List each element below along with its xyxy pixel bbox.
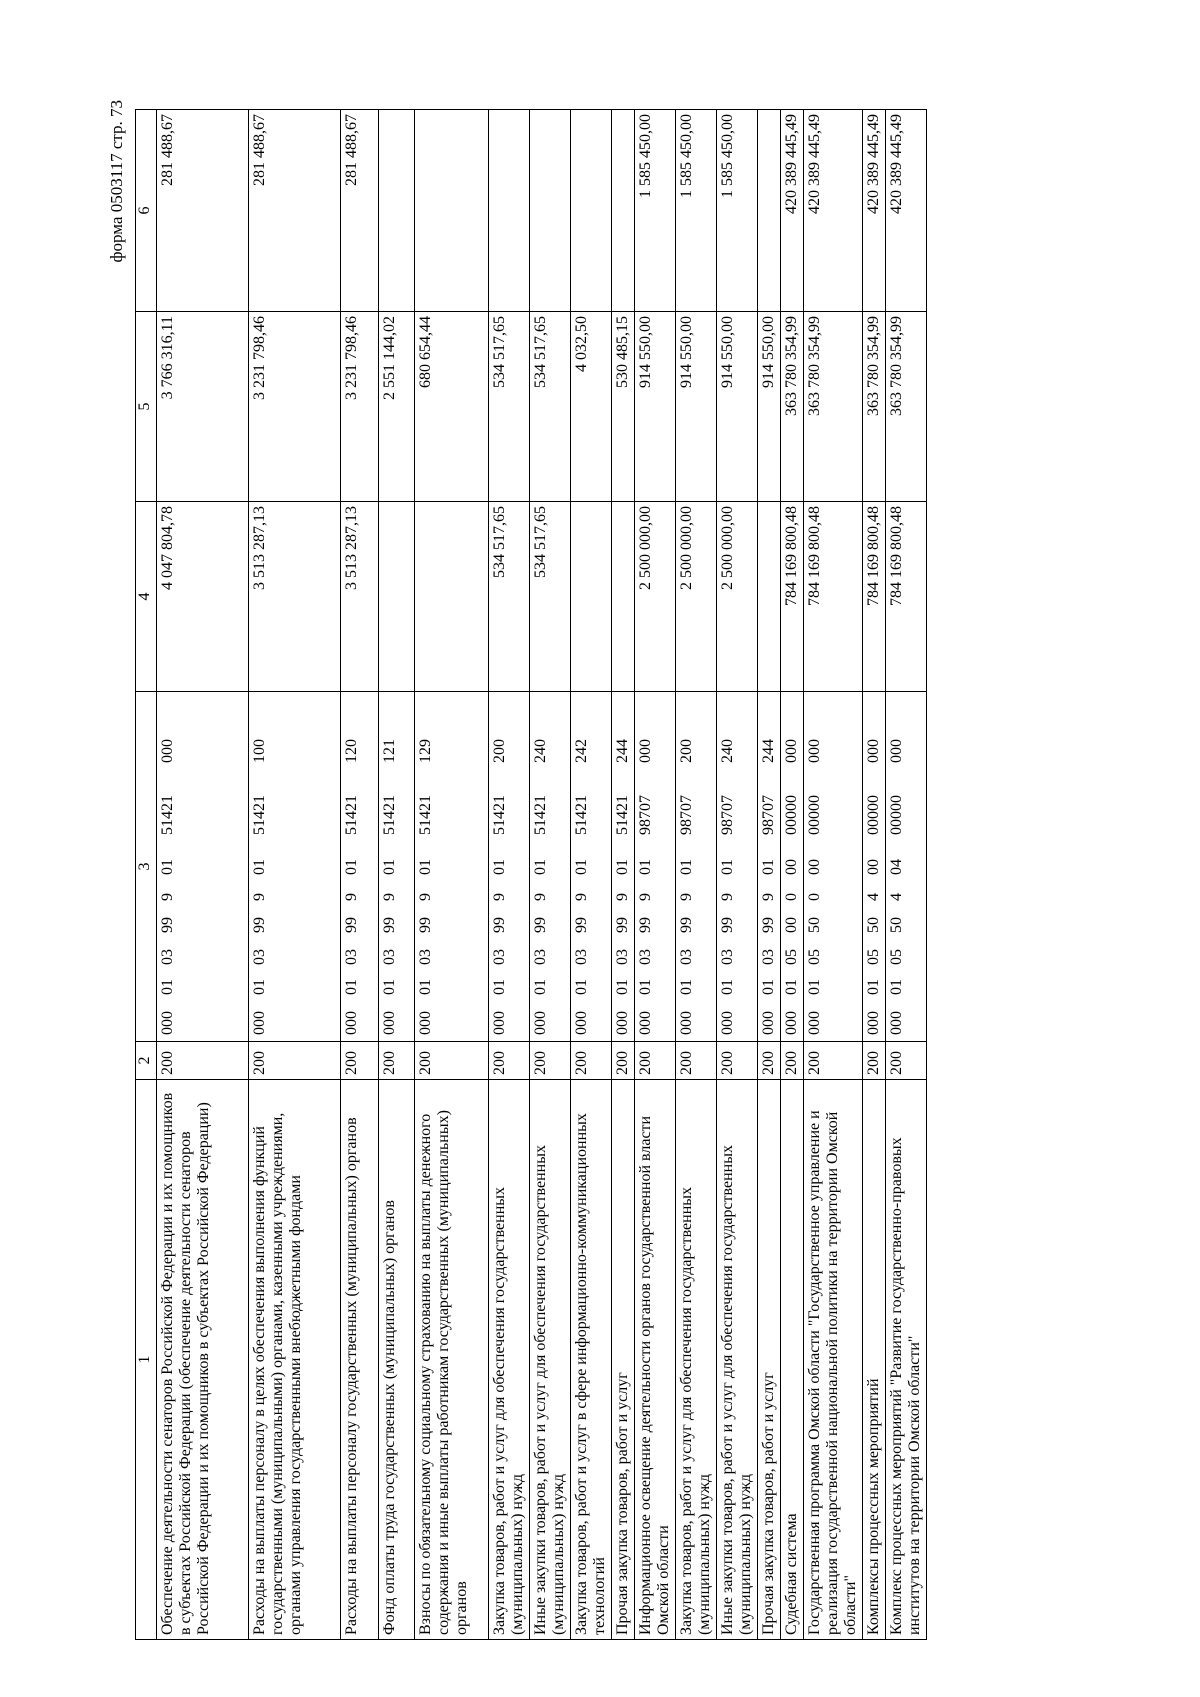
row-approved: 2 500 000,00 <box>676 502 717 692</box>
row-unexecuted: 281 488,67 <box>249 110 341 312</box>
row-name: Закупка товаров, работ и услуг для обеспечения государственных (муниципальных) нужд <box>489 1080 530 1640</box>
table-row <box>489 110 530 1640</box>
code-part: 98707 <box>678 795 695 835</box>
header-cell: 2 <box>136 1042 157 1080</box>
code-part: 99 <box>343 917 360 933</box>
code-part: 99 <box>637 917 654 933</box>
code-part: 000 <box>783 1011 800 1035</box>
code-part: 01 <box>491 979 508 995</box>
table-row <box>612 110 635 1640</box>
code-part: 05 <box>888 949 905 965</box>
row-name: Комплексы процессных мероприятий <box>863 1080 886 1640</box>
row-unexecuted <box>379 110 415 312</box>
row-approved: 534 517,65 <box>530 502 571 692</box>
code-part: 9 <box>719 893 736 901</box>
row-name: Иные закупки товаров, работ и услуг для обеспечения государственных (муниципальных) нужд <box>717 1080 758 1640</box>
table-row <box>341 110 379 1640</box>
code-part: 0 <box>783 893 800 901</box>
form-reference: форма 0503117 стр. 73 <box>107 100 126 263</box>
code-part: 000 <box>573 1011 590 1035</box>
row-unexecuted: 281 488,67 <box>157 110 249 312</box>
code-part: 01 <box>532 859 549 875</box>
code-part: 51421 <box>532 795 549 835</box>
code-part: 01 <box>343 859 360 875</box>
code-part: 000 <box>417 1011 434 1035</box>
row-budget-code <box>635 692 676 1042</box>
code-part: 000 <box>381 1011 398 1035</box>
row-line-code: 200 <box>676 1042 717 1080</box>
table-row <box>415 110 489 1640</box>
header-cell: 3 <box>136 692 157 1042</box>
code-part: 200 <box>678 739 695 763</box>
code-part: 000 <box>865 1011 882 1035</box>
table-row <box>781 110 804 1640</box>
table-row <box>157 110 249 1640</box>
table-row <box>635 110 676 1640</box>
code-part: 99 <box>491 917 508 933</box>
code-part: 99 <box>719 917 736 933</box>
code-part: 9 <box>417 893 434 901</box>
code-part: 01 <box>760 859 777 875</box>
code-part: 000 <box>637 739 654 763</box>
code-part: 9 <box>343 893 360 901</box>
header-cell: 1 <box>136 1080 157 1640</box>
row-name: Фонд оплаты труда государственных (муниципальных) органов <box>379 1080 415 1640</box>
code-part: 03 <box>251 949 268 965</box>
row-line-code: 200 <box>157 1042 249 1080</box>
row-line-code: 200 <box>249 1042 341 1080</box>
row-unexecuted: 281 488,67 <box>341 110 379 312</box>
row-line-code: 200 <box>635 1042 676 1080</box>
row-executed: 914 550,00 <box>717 312 758 502</box>
code-part: 03 <box>532 949 549 965</box>
row-approved: 2 500 000,00 <box>717 502 758 692</box>
row-name: Прочая закупка товаров, работ и услуг <box>758 1080 781 1640</box>
table-row <box>804 110 863 1640</box>
code-part: 01 <box>719 979 736 995</box>
code-part: 100 <box>251 739 268 763</box>
row-approved <box>379 502 415 692</box>
code-part: 51421 <box>614 795 631 835</box>
code-part: 01 <box>417 859 434 875</box>
code-part: 03 <box>343 949 360 965</box>
row-executed: 3 231 798,46 <box>249 312 341 502</box>
header-cell: 6 <box>136 110 157 312</box>
code-part: 000 <box>888 1011 905 1035</box>
code-part: 01 <box>637 979 654 995</box>
code-part: 01 <box>678 859 695 875</box>
row-executed: 914 550,00 <box>758 312 781 502</box>
code-part: 05 <box>806 949 823 965</box>
row-name: Информационное освещение деятельности органов государственной власти Омской области <box>635 1080 676 1640</box>
table-row <box>758 110 781 1640</box>
row-line-code: 200 <box>415 1042 489 1080</box>
row-unexecuted <box>489 110 530 312</box>
row-approved: 4 047 804,78 <box>157 502 249 692</box>
code-part: 01 <box>343 979 360 995</box>
code-part: 01 <box>614 859 631 875</box>
code-part: 129 <box>417 739 434 763</box>
code-part: 120 <box>343 739 360 763</box>
row-unexecuted: 420 389 445,49 <box>886 110 927 312</box>
table-row <box>530 110 571 1640</box>
row-unexecuted: 1 585 450,00 <box>635 110 676 312</box>
table-row <box>249 110 341 1640</box>
code-part: 9 <box>573 893 590 901</box>
row-approved: 784 169 800,48 <box>781 502 804 692</box>
row-line-code: 200 <box>863 1042 886 1080</box>
code-part: 03 <box>417 949 434 965</box>
code-part: 9 <box>678 893 695 901</box>
code-part: 01 <box>417 979 434 995</box>
code-part: 50 <box>888 917 905 933</box>
code-part: 50 <box>806 917 823 933</box>
code-part: 000 <box>760 1011 777 1035</box>
code-part: 9 <box>532 893 549 901</box>
code-part: 000 <box>159 1011 176 1035</box>
code-part: 51421 <box>159 795 176 835</box>
row-executed: 363 780 354,99 <box>863 312 886 502</box>
code-part: 01 <box>783 979 800 995</box>
code-part: 000 <box>614 1011 631 1035</box>
table-row <box>886 110 927 1640</box>
code-part: 00000 <box>783 795 800 835</box>
row-executed: 363 780 354,99 <box>886 312 927 502</box>
row-approved <box>415 502 489 692</box>
row-unexecuted <box>758 110 781 312</box>
code-part: 9 <box>381 893 398 901</box>
row-budget-code <box>379 692 415 1042</box>
row-budget-code <box>341 692 379 1042</box>
code-part: 000 <box>159 739 176 763</box>
code-part: 03 <box>573 949 590 965</box>
code-part: 51421 <box>573 795 590 835</box>
row-name: Государственная программа Омской области "Государственное управление и реализация государственной национальной политики на территории Омской области" <box>804 1080 863 1640</box>
row-budget-code <box>530 692 571 1042</box>
code-part: 000 <box>783 739 800 763</box>
row-unexecuted <box>571 110 612 312</box>
row-unexecuted: 420 389 445,49 <box>804 110 863 312</box>
code-part: 01 <box>381 979 398 995</box>
code-part: 000 <box>888 739 905 763</box>
code-part: 9 <box>614 893 631 901</box>
row-budget-code <box>886 692 927 1042</box>
row-name: Обеспечение деятельности сенаторов Российской Федерации и их помощников в субъектах Российской Федерации (обеспечение деятельности сенаторов Российской Федерации и их помощников в субъектах Российской Федерации) <box>157 1080 249 1640</box>
code-part: 9 <box>251 893 268 901</box>
row-name: Иные закупки товаров, работ и услуг для обеспечения государственных (муниципальных) нужд <box>530 1080 571 1640</box>
row-line-code: 200 <box>530 1042 571 1080</box>
row-executed: 680 654,44 <box>415 312 489 502</box>
code-part: 01 <box>381 859 398 875</box>
code-part: 03 <box>381 949 398 965</box>
row-unexecuted <box>612 110 635 312</box>
code-part: 240 <box>719 739 736 763</box>
row-name: Закупка товаров, работ и услуг для обеспечения государственных (муниципальных) нужд <box>676 1080 717 1640</box>
table-row <box>717 110 758 1640</box>
code-part: 99 <box>614 917 631 933</box>
row-unexecuted: 420 389 445,49 <box>863 110 886 312</box>
code-part: 51421 <box>491 795 508 835</box>
row-executed: 4 032,50 <box>571 312 612 502</box>
row-unexecuted <box>530 110 571 312</box>
row-budget-code <box>781 692 804 1042</box>
code-part: 01 <box>251 979 268 995</box>
code-part: 01 <box>532 979 549 995</box>
code-part: 99 <box>532 917 549 933</box>
row-approved: 534 517,65 <box>489 502 530 692</box>
row-line-code: 200 <box>886 1042 927 1080</box>
code-part: 01 <box>888 979 905 995</box>
row-line-code: 200 <box>804 1042 863 1080</box>
row-line-code: 200 <box>379 1042 415 1080</box>
code-part: 03 <box>719 949 736 965</box>
row-line-code: 200 <box>612 1042 635 1080</box>
code-part: 242 <box>573 739 590 763</box>
code-part: 00 <box>783 917 800 933</box>
rotated-page <box>105 100 1115 1640</box>
row-budget-code <box>571 692 612 1042</box>
code-part: 03 <box>614 949 631 965</box>
row-approved <box>571 502 612 692</box>
code-part: 51421 <box>381 795 398 835</box>
code-part: 03 <box>491 949 508 965</box>
row-executed: 3 231 798,46 <box>341 312 379 502</box>
code-part: 01 <box>491 859 508 875</box>
row-line-code: 200 <box>571 1042 612 1080</box>
code-part: 121 <box>381 739 398 763</box>
code-part: 00 <box>865 859 882 875</box>
code-part: 9 <box>159 893 176 901</box>
row-line-code: 200 <box>489 1042 530 1080</box>
code-part: 00 <box>783 859 800 875</box>
code-part: 01 <box>678 979 695 995</box>
table-row <box>571 110 612 1640</box>
row-unexecuted <box>415 110 489 312</box>
row-executed: 363 780 354,99 <box>804 312 863 502</box>
row-executed: 2 551 144,02 <box>379 312 415 502</box>
row-budget-code <box>676 692 717 1042</box>
code-part: 4 <box>888 893 905 901</box>
row-approved: 2 500 000,00 <box>635 502 676 692</box>
row-budget-code <box>717 692 758 1042</box>
table-row <box>863 110 886 1640</box>
code-part: 51421 <box>417 795 434 835</box>
row-approved: 784 169 800,48 <box>804 502 863 692</box>
code-part: 01 <box>159 859 176 875</box>
row-unexecuted: 1 585 450,00 <box>676 110 717 312</box>
row-name: Судебная система <box>781 1080 804 1640</box>
code-part: 01 <box>760 979 777 995</box>
row-name: Комплекс процессных мероприятий "Развитие государственно-правовых институтов на территории Омской области" <box>886 1080 927 1640</box>
code-part: 200 <box>491 739 508 763</box>
code-part: 01 <box>806 979 823 995</box>
code-part: 4 <box>865 893 882 901</box>
code-part: 000 <box>491 1011 508 1035</box>
code-part: 99 <box>573 917 590 933</box>
code-part: 240 <box>532 739 549 763</box>
row-approved <box>758 502 781 692</box>
code-part: 9 <box>637 893 654 901</box>
table-row <box>676 110 717 1640</box>
code-part: 9 <box>491 893 508 901</box>
row-budget-code <box>489 692 530 1042</box>
code-part: 01 <box>573 979 590 995</box>
row-unexecuted: 1 585 450,00 <box>717 110 758 312</box>
row-budget-code <box>612 692 635 1042</box>
code-part: 99 <box>381 917 398 933</box>
code-part: 00000 <box>806 795 823 835</box>
code-part: 244 <box>760 739 777 763</box>
row-line-code: 200 <box>341 1042 379 1080</box>
code-part: 01 <box>251 859 268 875</box>
row-approved: 784 169 800,48 <box>886 502 927 692</box>
header-cell: 5 <box>136 312 157 502</box>
row-name: Расходы на выплаты персоналу государственных (муниципальных) органов <box>341 1080 379 1640</box>
row-approved: 3 513 287,13 <box>341 502 379 692</box>
code-part: 01 <box>637 859 654 875</box>
row-budget-code <box>804 692 863 1042</box>
row-executed: 914 550,00 <box>676 312 717 502</box>
row-executed: 530 485,15 <box>612 312 635 502</box>
code-part: 00 <box>806 859 823 875</box>
row-name: Взносы по обязательному социальному страхованию на выплаты денежного содержания и иные выплаты работникам государственных (муниципальных) органов <box>415 1080 489 1640</box>
code-part: 000 <box>719 1011 736 1035</box>
row-executed: 914 550,00 <box>635 312 676 502</box>
code-part: 51421 <box>343 795 360 835</box>
code-part: 000 <box>637 1011 654 1035</box>
code-part: 000 <box>343 1011 360 1035</box>
code-part: 98707 <box>637 795 654 835</box>
code-part: 000 <box>806 1011 823 1035</box>
row-executed: 3 766 316,11 <box>157 312 249 502</box>
row-approved: 3 513 287,13 <box>249 502 341 692</box>
code-part: 99 <box>760 917 777 933</box>
row-unexecuted: 420 389 445,49 <box>781 110 804 312</box>
row-budget-code <box>758 692 781 1042</box>
row-approved: 784 169 800,48 <box>863 502 886 692</box>
code-part: 05 <box>865 949 882 965</box>
budget-table <box>135 109 927 1640</box>
code-part: 01 <box>614 979 631 995</box>
row-budget-code <box>157 692 249 1042</box>
row-budget-code <box>863 692 886 1042</box>
code-part: 01 <box>159 979 176 995</box>
row-name: Закупка товаров, работ и услуг в сфере информационно-коммуникационных технологий <box>571 1080 612 1640</box>
code-part: 03 <box>760 949 777 965</box>
code-part: 98707 <box>760 795 777 835</box>
code-part: 03 <box>678 949 695 965</box>
row-name: Расходы на выплаты персоналу в целях обеспечения выполнения функций государственными (муниципальными) органами, казенными учреждениями, органами управления государственными внебюджетными фондами <box>249 1080 341 1640</box>
code-part: 03 <box>637 949 654 965</box>
row-name: Прочая закупка товаров, работ и услуг <box>612 1080 635 1640</box>
code-part: 99 <box>678 917 695 933</box>
table-row <box>379 110 415 1640</box>
header-cell: 4 <box>136 502 157 692</box>
code-part: 000 <box>806 739 823 763</box>
code-part: 000 <box>865 739 882 763</box>
code-part: 99 <box>251 917 268 933</box>
row-executed: 534 517,65 <box>489 312 530 502</box>
row-executed: 534 517,65 <box>530 312 571 502</box>
code-part: 000 <box>532 1011 549 1035</box>
code-part: 244 <box>614 739 631 763</box>
row-executed: 363 780 354,99 <box>781 312 804 502</box>
code-part: 000 <box>251 1011 268 1035</box>
row-budget-code <box>415 692 489 1042</box>
code-part: 01 <box>573 859 590 875</box>
row-budget-code <box>249 692 341 1042</box>
code-part: 99 <box>159 917 176 933</box>
code-part: 03 <box>159 949 176 965</box>
row-line-code: 200 <box>717 1042 758 1080</box>
code-part: 00000 <box>865 795 882 835</box>
code-part: 98707 <box>719 795 736 835</box>
header-row <box>136 110 157 1640</box>
code-part: 05 <box>783 949 800 965</box>
code-part: 01 <box>865 979 882 995</box>
code-part: 50 <box>865 917 882 933</box>
row-line-code: 200 <box>758 1042 781 1080</box>
code-part: 01 <box>719 859 736 875</box>
code-part: 51421 <box>251 795 268 835</box>
code-part: 99 <box>417 917 434 933</box>
row-line-code: 200 <box>781 1042 804 1080</box>
code-part: 00000 <box>888 795 905 835</box>
code-part: 0 <box>806 893 823 901</box>
code-part: 04 <box>888 859 905 875</box>
code-part: 000 <box>678 1011 695 1035</box>
code-part: 9 <box>760 893 777 901</box>
row-approved <box>612 502 635 692</box>
